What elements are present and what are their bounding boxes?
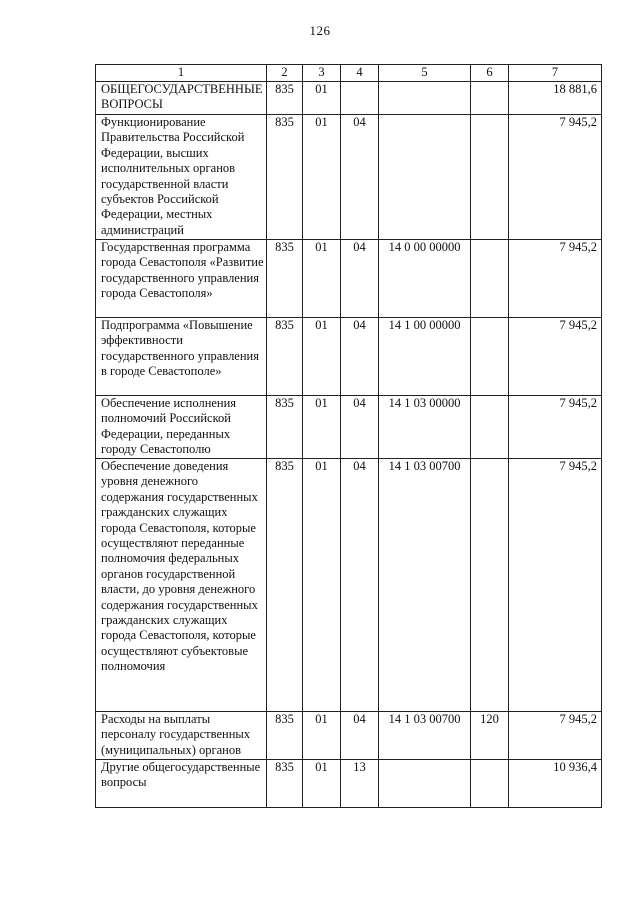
cell-expense-type xyxy=(471,760,509,808)
cell-expense-type xyxy=(471,115,509,240)
cell-target-article: 14 0 00 00000 xyxy=(379,240,471,318)
cell-section: 01 xyxy=(303,240,341,318)
cell-ministry-code: 835 xyxy=(267,115,303,240)
col-header-7: 7 xyxy=(509,65,602,82)
cell-expense-type: 120 xyxy=(471,712,509,760)
cell-section: 01 xyxy=(303,318,341,396)
table-row xyxy=(96,318,602,396)
cell-target-article: 14 1 03 00700 xyxy=(379,712,471,760)
cell-ministry-code: 835 xyxy=(267,318,303,396)
cell-section: 01 xyxy=(303,459,341,712)
cell-subsection: 04 xyxy=(341,396,379,459)
cell-expense-type xyxy=(471,82,509,115)
cell-subsection xyxy=(341,82,379,115)
header-row xyxy=(96,65,602,82)
cell-amount: 7 945,2 xyxy=(509,115,602,240)
row-name: Расходы на выплаты персоналу государственных (муниципальных) органов xyxy=(96,712,267,760)
row-name: Государственная программа города Севастополя «Развитие государственного управления города Севастополя» xyxy=(96,240,267,318)
row-name: Обеспечение доведения уровня денежного содержания государственных гражданских служащих города Севастополя, которые осуществляют переданные полномочия федеральных органов государственной власти, до уровня денежного содержания государственных гражданских служащих города Севастополя, которые осуществляют субъектовые полномочия xyxy=(96,459,267,712)
cell-amount: 7 945,2 xyxy=(509,396,602,459)
cell-expense-type xyxy=(471,240,509,318)
row-name: Обеспечение исполнения полномочий Российской Федерации, переданных городу Севастополю xyxy=(96,396,267,459)
cell-ministry-code: 835 xyxy=(267,396,303,459)
cell-target-article xyxy=(379,82,471,115)
row-name: Подпрограмма «Повышение эффективности государственного управления в городе Севастополе» xyxy=(96,318,267,396)
cell-section: 01 xyxy=(303,712,341,760)
col-header-4: 4 xyxy=(341,65,379,82)
cell-amount: 18 881,6 xyxy=(509,82,602,115)
budget-table xyxy=(95,64,602,808)
col-header-3: 3 xyxy=(303,65,341,82)
cell-ministry-code: 835 xyxy=(267,240,303,318)
cell-section: 01 xyxy=(303,396,341,459)
cell-target-article: 14 1 00 00000 xyxy=(379,318,471,396)
cell-ministry-code: 835 xyxy=(267,459,303,712)
table-row xyxy=(96,82,602,115)
col-header-2: 2 xyxy=(267,65,303,82)
cell-target-article: 14 1 03 00700 xyxy=(379,459,471,712)
table-row xyxy=(96,240,602,318)
table-row xyxy=(96,712,602,760)
page-number: 126 xyxy=(309,23,331,38)
row-name: ОБЩЕГОСУДАРСТВЕННЫЕ ВОПРОСЫ xyxy=(96,82,267,115)
cell-amount: 10 936,4 xyxy=(509,760,602,808)
table-row xyxy=(96,396,602,459)
cell-subsection: 13 xyxy=(341,760,379,808)
cell-target-article xyxy=(379,115,471,240)
cell-target-article: 14 1 03 00000 xyxy=(379,396,471,459)
col-header-1: 1 xyxy=(96,65,267,82)
table-row xyxy=(96,115,602,240)
col-header-5: 5 xyxy=(379,65,471,82)
table-row xyxy=(96,760,602,808)
cell-ministry-code: 835 xyxy=(267,760,303,808)
cell-section: 01 xyxy=(303,82,341,115)
cell-section: 01 xyxy=(303,115,341,240)
col-header-6: 6 xyxy=(471,65,509,82)
cell-expense-type xyxy=(471,318,509,396)
table-row xyxy=(96,459,602,712)
cell-ministry-code: 835 xyxy=(267,82,303,115)
row-name: Другие общегосударственные вопросы xyxy=(96,760,267,808)
cell-subsection: 04 xyxy=(341,240,379,318)
cell-subsection: 04 xyxy=(341,712,379,760)
row-name: Функционирование Правительства Российской Федерации, высших исполнительных органов государственной власти субъектов Российской Федерации, местных администраций xyxy=(96,115,267,240)
cell-subsection: 04 xyxy=(341,318,379,396)
cell-amount: 7 945,2 xyxy=(509,712,602,760)
cell-amount: 7 945,2 xyxy=(509,318,602,396)
cell-subsection: 04 xyxy=(341,115,379,240)
cell-subsection: 04 xyxy=(341,459,379,712)
cell-amount: 7 945,2 xyxy=(509,459,602,712)
cell-expense-type xyxy=(471,459,509,712)
cell-section: 01 xyxy=(303,760,341,808)
cell-target-article xyxy=(379,760,471,808)
cell-ministry-code: 835 xyxy=(267,712,303,760)
cell-amount: 7 945,2 xyxy=(509,240,602,318)
cell-expense-type xyxy=(471,396,509,459)
